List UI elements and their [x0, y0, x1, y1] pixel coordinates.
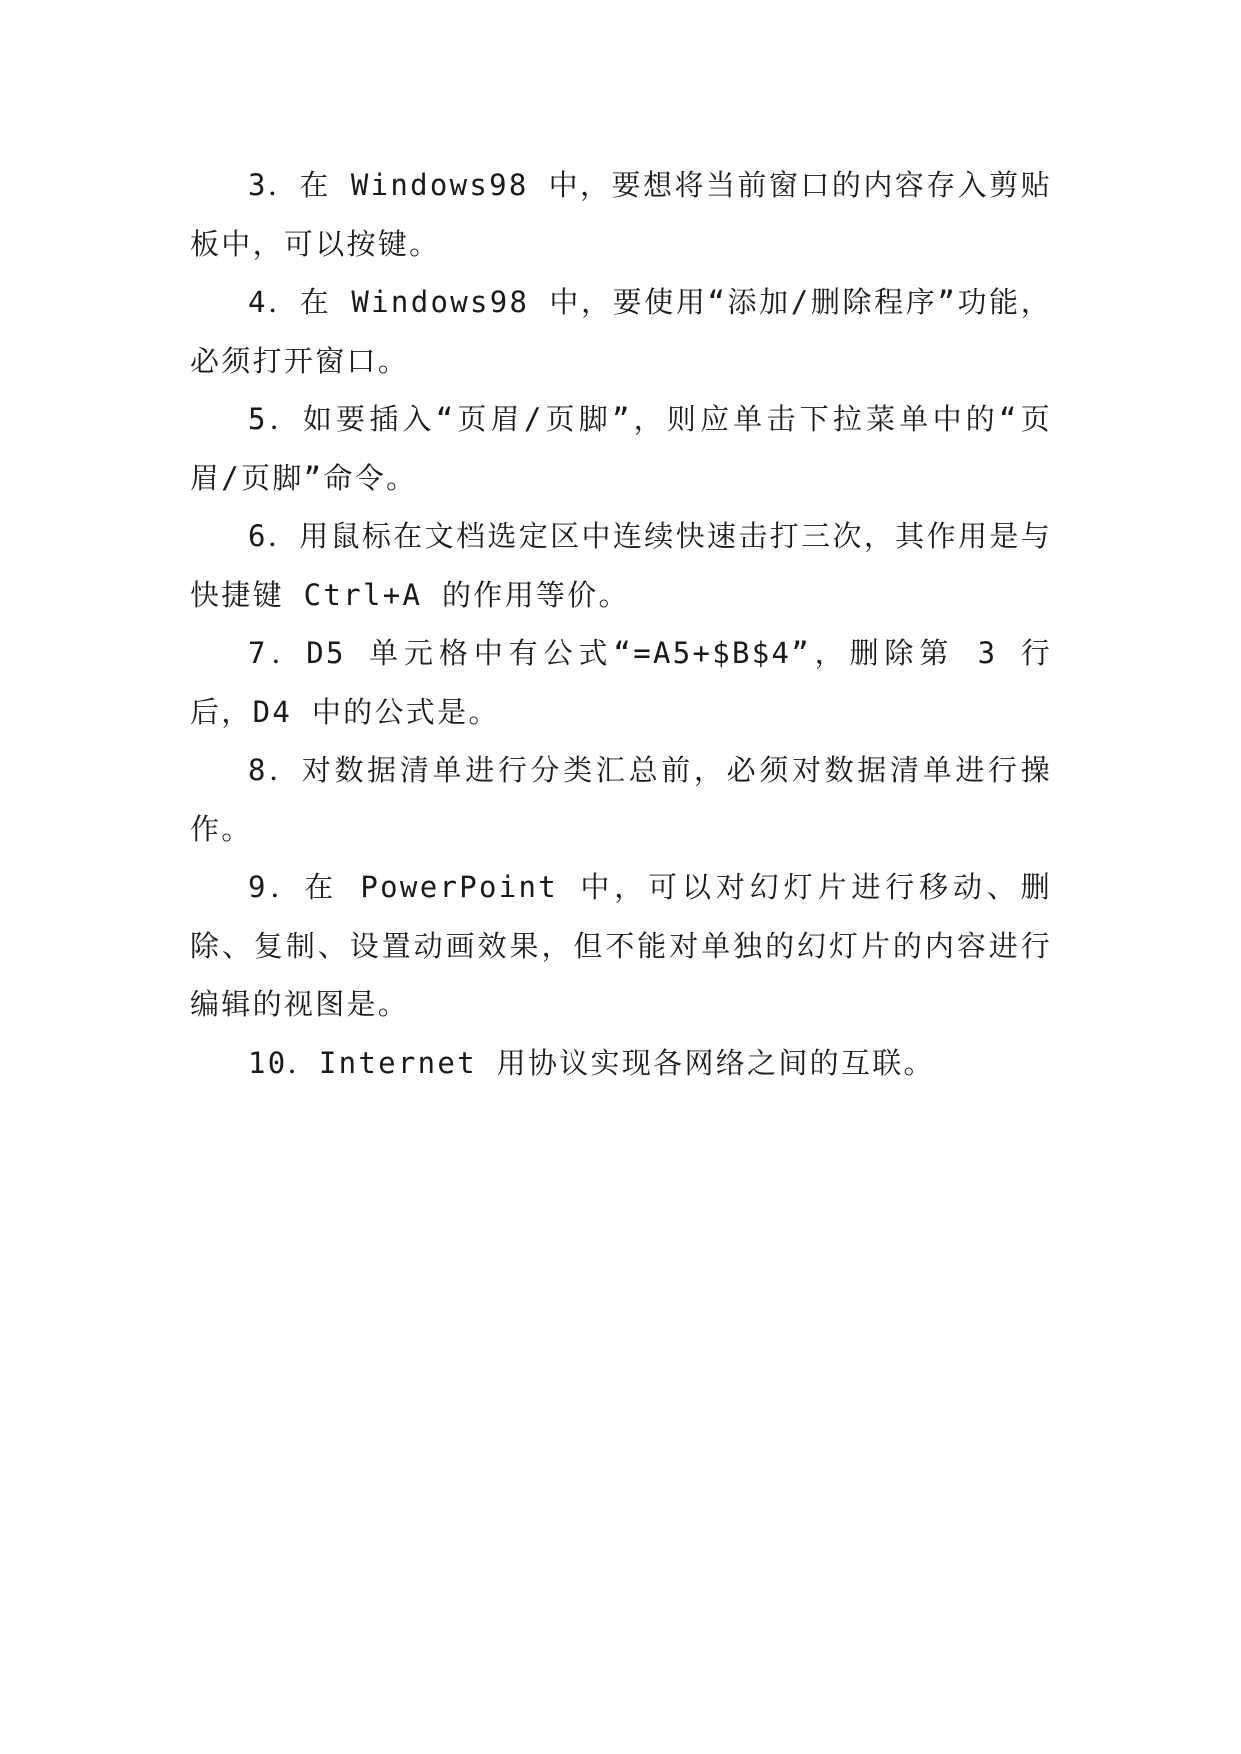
question-6: 6．用鼠标在文档选定区中连续快速击打三次，其作用是与快捷键 Ctrl+A 的作用等价。	[190, 519, 1052, 612]
question-7: 7．D5 单元格中有公式“=A5+$B$4”，删除第 3 行后，D4 中的公式是。	[190, 636, 1052, 729]
question-8: 8．对数据清单进行分类汇总前，必须对数据清单进行操作。	[190, 753, 1052, 846]
question-3: 3．在 Windows98 中，要想将当前窗口的内容存入剪贴板中，可以按键。	[190, 168, 1052, 261]
question-list	[190, 156, 1052, 1092]
question-5: 5．如要插入“页眉/页脚”，则应单击下拉菜单中的“页眉/页脚”命令。	[190, 402, 1052, 495]
question-9: 9．在 PowerPoint 中，可以对幻灯片进行移动、删除、复制、设置动画效果，但不能对单独的幻灯片的内容进行编辑的视图是。	[190, 870, 1052, 1021]
question-4: 4．在 Windows98 中，要使用“添加/删除程序”功能，必须打开窗口。	[190, 285, 1052, 378]
question-10: 10．Internet 用协议实现各网络之间的互联。	[248, 1045, 935, 1080]
